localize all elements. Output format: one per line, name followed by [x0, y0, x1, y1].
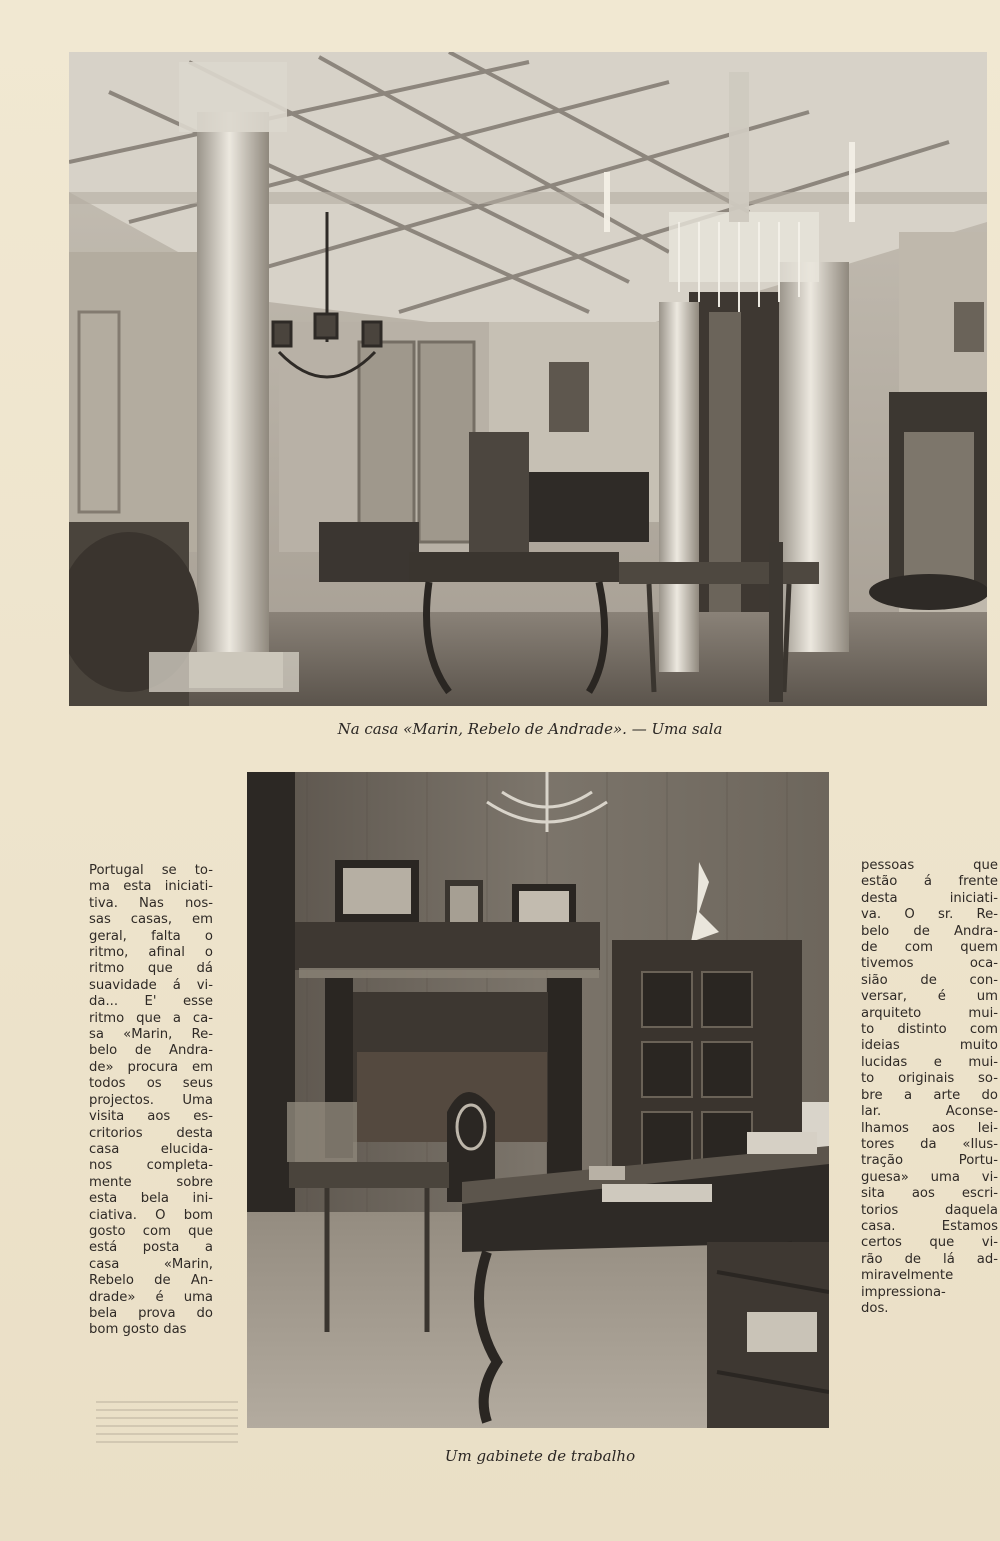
article-line: certos que vi-	[861, 1235, 998, 1251]
article-line: rão de lá ad-	[861, 1251, 998, 1267]
article-line: geral, falta o	[89, 928, 213, 944]
article-line: visita aos es-	[89, 1109, 213, 1125]
article-line: ritmo, afinal o	[89, 945, 213, 961]
article-line: critorios desta	[89, 1125, 213, 1141]
article-line: miravelmente	[861, 1268, 954, 1284]
article-line: casa «Marin,	[89, 1256, 213, 1272]
article-line: lar. Aconse-	[861, 1104, 998, 1120]
article-line: lucidas e mui-	[861, 1054, 998, 1070]
article-line: de» procura em	[89, 1059, 213, 1075]
article-line: ideias muito	[861, 1038, 998, 1054]
article-line: estão á frente	[861, 874, 998, 890]
article-line: Rebelo de An-	[89, 1273, 213, 1289]
study-photograph-image	[247, 772, 829, 1428]
study-caption: Um gabinete de trabalho	[444, 1447, 636, 1465]
article-line: lhamos aos lei-	[861, 1120, 998, 1136]
article-line: Portugal se to-	[89, 863, 213, 878]
article-line: sa «Marin, Re-	[89, 1027, 213, 1043]
article-line: tores da «Ilus-	[861, 1136, 998, 1152]
article-line: da... E' esse	[89, 994, 213, 1010]
article-line: sas casas, em	[89, 912, 213, 928]
show-through-text	[96, 1395, 238, 1455]
article-line: gosto com que	[89, 1223, 213, 1239]
article-line: arquiteto mui-	[861, 1005, 998, 1021]
article-line: bom gosto das	[89, 1322, 187, 1338]
article-line: ma esta iniciati-	[89, 879, 213, 895]
article-line: ciativa. O bom	[89, 1207, 213, 1223]
article-line: versar, é um	[861, 989, 998, 1005]
article-line: ritmo que a ca-	[89, 1010, 213, 1026]
article-line: impressiona-	[861, 1284, 946, 1300]
article-right-column	[861, 858, 998, 1317]
article-line: sião de con-	[861, 972, 998, 988]
article-line: torios daquela	[861, 1202, 998, 1218]
article-line: pessoas que	[861, 858, 998, 873]
article-line: esta bela ini-	[89, 1191, 213, 1207]
article-line: mente sobre	[89, 1174, 213, 1190]
article-line: casa elucida-	[89, 1141, 213, 1157]
article-line: bre a arte do	[861, 1087, 998, 1103]
article-line: to originais so-	[861, 1071, 998, 1087]
article-line: dos.	[861, 1300, 889, 1316]
article-line: to distinto com	[861, 1022, 998, 1038]
article-line: sita aos escri-	[861, 1186, 998, 1202]
article-line: está posta a	[89, 1240, 213, 1256]
article-line: ritmo que dá	[89, 961, 213, 977]
article-line: belo de Andra-	[89, 1043, 213, 1059]
article-line: drade» é uma	[89, 1289, 213, 1305]
article-line: tração Portu-	[861, 1153, 998, 1169]
salon-photograph-image	[69, 52, 987, 706]
article-line: todos os seus	[89, 1076, 213, 1092]
study-photograph	[247, 772, 829, 1428]
article-line: bela prova do	[89, 1305, 213, 1321]
article-line: de com quem	[861, 940, 998, 956]
article-line: suavidade á vi-	[89, 977, 213, 993]
article-left-column	[89, 863, 213, 1339]
article-line: desta iniciati-	[861, 890, 998, 906]
article-line: guesa» uma vi-	[861, 1169, 998, 1185]
article-line: casa. Estamos	[861, 1218, 998, 1234]
article-line: projectos. Uma	[89, 1092, 213, 1108]
article-line: va. O sr. Re-	[861, 907, 998, 923]
salon-photograph	[69, 52, 987, 706]
article-line: nos completa-	[89, 1158, 213, 1174]
salon-caption: Na casa «Marin, Rebelo de Andrade». — Uma sala	[337, 720, 723, 738]
article-line: tiva. Nas nos-	[89, 895, 213, 911]
article-line: tivemos oca-	[861, 956, 998, 972]
article-line: belo de Andra-	[861, 923, 998, 939]
